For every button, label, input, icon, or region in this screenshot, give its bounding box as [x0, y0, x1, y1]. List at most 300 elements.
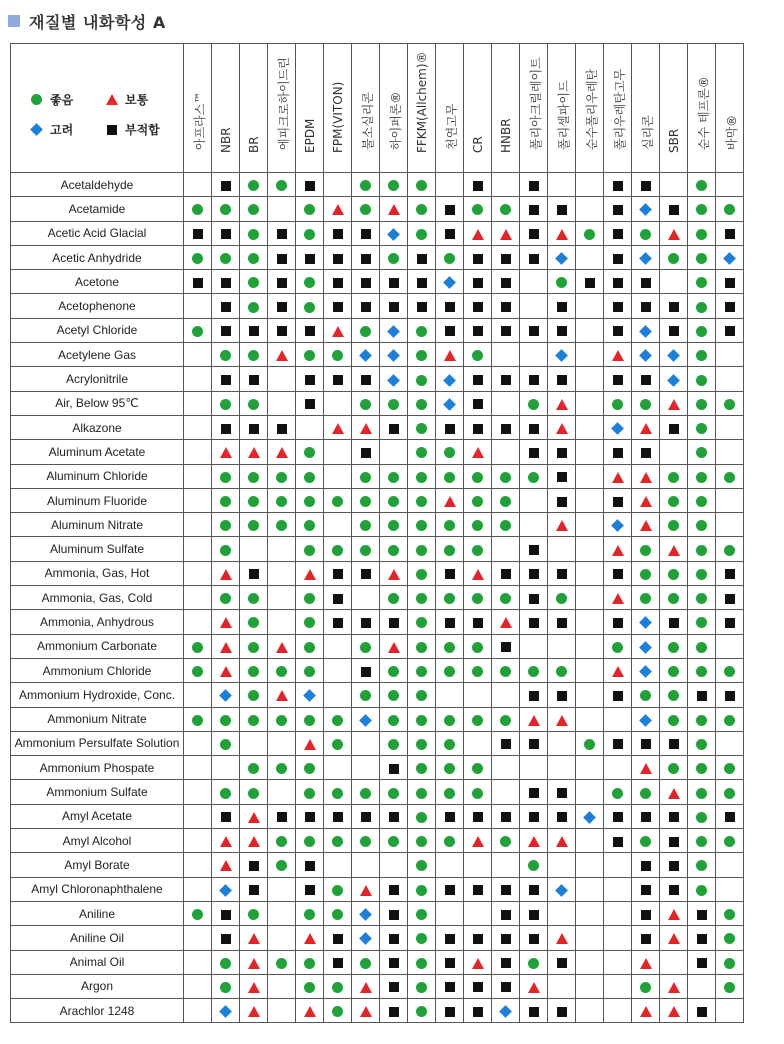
rating-cell	[548, 683, 576, 707]
table-row	[11, 561, 744, 585]
unsuitable-square-icon	[193, 278, 203, 288]
rating-cell	[268, 804, 296, 828]
table-row	[11, 270, 744, 294]
rating-cell	[492, 415, 520, 439]
rating-cell	[688, 974, 716, 998]
rating-cell	[324, 221, 352, 245]
rating-cell	[604, 586, 632, 610]
unsuitable-square-icon	[277, 326, 287, 336]
chemical-name: Acetyl Chloride	[11, 318, 184, 342]
good-circle-icon	[360, 642, 371, 653]
good-circle-icon	[500, 472, 511, 483]
good-circle-icon	[416, 617, 427, 628]
rating-cell	[436, 294, 464, 318]
unsuitable-square-icon	[725, 302, 735, 312]
rating-cell	[296, 901, 324, 925]
fair-triangle-icon	[612, 472, 624, 483]
fair-triangle-icon	[248, 447, 260, 458]
rating-cell	[604, 683, 632, 707]
column-header-label: 아프라스™	[192, 91, 207, 150]
rating-cell	[436, 683, 464, 707]
good-circle-icon	[416, 423, 427, 434]
rating-cell	[212, 343, 240, 367]
rating-cell	[660, 221, 688, 245]
rating-cell	[408, 367, 436, 391]
rating-cell	[324, 707, 352, 731]
rating-cell	[716, 950, 744, 974]
rating-cell	[492, 197, 520, 221]
rating-cell	[240, 415, 268, 439]
unsuitable-square-icon	[501, 982, 511, 992]
rating-cell	[324, 464, 352, 488]
column-header	[604, 44, 632, 173]
fair-triangle-icon	[528, 715, 540, 726]
rating-cell	[240, 829, 268, 853]
rating-cell	[520, 561, 548, 585]
unsuitable-square-icon	[529, 448, 539, 458]
rating-cell	[380, 926, 408, 950]
rating-cell	[604, 731, 632, 755]
rating-cell	[352, 853, 380, 877]
rating-cell	[604, 634, 632, 658]
good-circle-icon	[416, 472, 427, 483]
good-circle-icon	[220, 472, 231, 483]
rating-cell	[408, 464, 436, 488]
unsuitable-square-icon	[389, 1007, 399, 1017]
rating-cell	[184, 731, 212, 755]
rating-cell	[576, 561, 604, 585]
rating-cell	[660, 173, 688, 197]
good-circle-icon	[696, 302, 707, 313]
unsuitable-square-icon	[557, 497, 567, 507]
good-circle-icon	[640, 593, 651, 604]
good-circle-icon	[668, 569, 679, 580]
good-circle-icon	[304, 472, 315, 483]
rating-cell	[212, 829, 240, 853]
good-circle-icon	[612, 399, 623, 410]
good-circle-icon	[304, 958, 315, 969]
unsuitable-square-icon	[277, 424, 287, 434]
rating-cell	[324, 950, 352, 974]
unsuitable-square-icon	[445, 229, 455, 239]
unsuitable-square-icon	[277, 278, 287, 288]
column-header-label: 폴리우레탄고무	[612, 68, 627, 150]
rating-cell	[324, 634, 352, 658]
rating-cell	[324, 245, 352, 269]
rating-cell	[324, 926, 352, 950]
fair-triangle-icon	[248, 958, 260, 969]
good-circle-icon	[248, 690, 259, 701]
unsuitable-square-icon	[221, 181, 231, 191]
good-circle-icon	[304, 763, 315, 774]
fair-triangle-icon	[640, 423, 652, 434]
rating-cell	[240, 391, 268, 415]
rating-cell	[436, 221, 464, 245]
rating-cell	[380, 318, 408, 342]
rating-cell	[296, 294, 324, 318]
rating-cell	[604, 561, 632, 585]
good-circle-icon	[444, 593, 455, 604]
consider-diamond-icon	[667, 374, 680, 387]
fair-triangle-icon	[640, 496, 652, 507]
rating-cell	[240, 731, 268, 755]
rating-cell	[464, 999, 492, 1023]
unsuitable-square-icon	[613, 375, 623, 385]
chemical-name: Aluminum Acetate	[11, 440, 184, 464]
good-circle-icon	[360, 958, 371, 969]
rating-cell	[660, 926, 688, 950]
fair-triangle-icon	[444, 496, 456, 507]
unsuitable-square-icon	[557, 302, 567, 312]
rating-cell	[352, 513, 380, 537]
rating-cell	[184, 537, 212, 561]
rating-cell	[464, 173, 492, 197]
fair-triangle-icon	[248, 933, 260, 944]
rating-cell	[324, 488, 352, 512]
column-header	[492, 44, 520, 173]
good-circle-icon	[248, 715, 259, 726]
rating-cell	[380, 173, 408, 197]
good-circle-icon	[360, 180, 371, 191]
rating-cell	[632, 343, 660, 367]
good-circle-icon	[416, 350, 427, 361]
rating-cell	[184, 974, 212, 998]
rating-cell	[716, 926, 744, 950]
rating-cell	[632, 683, 660, 707]
good-circle-icon	[696, 375, 707, 386]
chemical-name: Aniline	[11, 901, 184, 925]
rating-cell	[548, 756, 576, 780]
rating-cell	[492, 561, 520, 585]
good-circle-icon	[696, 326, 707, 337]
unsuitable-square-icon	[669, 424, 679, 434]
rating-cell	[408, 586, 436, 610]
rating-cell	[212, 464, 240, 488]
rating-cell	[576, 926, 604, 950]
rating-cell	[352, 804, 380, 828]
rating-cell	[660, 731, 688, 755]
good-circle-icon	[192, 715, 203, 726]
consider-diamond-icon	[443, 398, 456, 411]
rating-cell	[632, 221, 660, 245]
good-circle-icon	[668, 520, 679, 531]
rating-cell	[604, 488, 632, 512]
good-circle-icon	[276, 836, 287, 847]
unsuitable-square-icon	[725, 278, 735, 288]
rating-cell	[576, 464, 604, 488]
rating-cell	[324, 415, 352, 439]
unsuitable-square-icon	[277, 302, 287, 312]
rating-cell	[660, 658, 688, 682]
rating-cell	[184, 513, 212, 537]
rating-cell	[408, 853, 436, 877]
rating-cell	[576, 197, 604, 221]
rating-cell	[716, 731, 744, 755]
good-circle-icon	[500, 496, 511, 507]
rating-cell	[464, 537, 492, 561]
rating-cell	[688, 731, 716, 755]
rating-cell	[212, 197, 240, 221]
good-circle-icon	[696, 836, 707, 847]
column-header	[716, 44, 744, 173]
rating-cell	[576, 804, 604, 828]
fair-triangle-icon	[668, 229, 680, 240]
unsuitable-square-icon	[557, 569, 567, 579]
unsuitable-square-icon	[557, 1007, 567, 1017]
rating-cell	[688, 513, 716, 537]
rating-cell	[268, 658, 296, 682]
rating-cell	[436, 926, 464, 950]
rating-cell	[408, 926, 436, 950]
unsuitable-square-icon	[473, 1007, 483, 1017]
good-circle-icon	[360, 496, 371, 507]
rating-cell	[716, 561, 744, 585]
rating-cell	[520, 488, 548, 512]
good-circle-icon	[304, 204, 315, 215]
rating-cell	[660, 804, 688, 828]
rating-cell	[548, 901, 576, 925]
good-circle-icon	[248, 399, 259, 410]
rating-cell	[632, 245, 660, 269]
unsuitable-square-icon	[529, 934, 539, 944]
chemical-name: Aniline Oil	[11, 926, 184, 950]
fair-triangle-icon	[332, 204, 344, 215]
rating-cell	[632, 294, 660, 318]
rating-cell	[408, 270, 436, 294]
rating-cell	[268, 318, 296, 342]
rating-cell	[576, 294, 604, 318]
rating-cell	[492, 804, 520, 828]
good-circle-icon	[220, 545, 231, 556]
unsuitable-square-icon	[389, 910, 399, 920]
fair-triangle-icon	[332, 326, 344, 337]
good-circle-icon	[248, 642, 259, 653]
consider-diamond-icon	[443, 374, 456, 387]
unsuitable-square-icon	[361, 278, 371, 288]
rating-cell	[184, 561, 212, 585]
good-circle-icon	[556, 593, 567, 604]
rating-cell	[660, 999, 688, 1023]
good-circle-icon	[304, 496, 315, 507]
good-circle-icon	[416, 326, 427, 337]
table-row	[11, 537, 744, 561]
good-circle-icon	[248, 204, 259, 215]
rating-cell	[632, 173, 660, 197]
unsuitable-square-icon	[389, 812, 399, 822]
unsuitable-square-icon	[473, 278, 483, 288]
rating-cell	[268, 294, 296, 318]
unsuitable-square-icon	[361, 375, 371, 385]
good-circle-icon	[724, 715, 735, 726]
rating-cell	[436, 780, 464, 804]
table-row	[11, 926, 744, 950]
rating-cell	[492, 391, 520, 415]
rating-cell	[436, 853, 464, 877]
good-circle-icon	[640, 982, 651, 993]
column-header	[688, 44, 716, 173]
rating-cell	[576, 513, 604, 537]
table-row	[11, 804, 744, 828]
rating-cell	[604, 853, 632, 877]
good-circle-icon	[220, 496, 231, 507]
unsuitable-square-icon	[529, 205, 539, 215]
rating-cell	[576, 829, 604, 853]
rating-cell	[240, 901, 268, 925]
rating-cell	[520, 901, 548, 925]
good-circle-icon	[444, 545, 455, 556]
good-circle-icon	[220, 350, 231, 361]
rating-cell	[520, 926, 548, 950]
unsuitable-square-icon	[249, 885, 259, 895]
unsuitable-square-icon	[725, 569, 735, 579]
rating-cell	[548, 634, 576, 658]
rating-cell	[408, 561, 436, 585]
chemical-name: Ammonia, Gas, Hot	[11, 561, 184, 585]
unsuitable-square-icon	[529, 885, 539, 895]
unsuitable-square-icon	[389, 302, 399, 312]
unsuitable-square-icon	[613, 229, 623, 239]
good-circle-icon	[248, 180, 259, 191]
rating-cell	[632, 780, 660, 804]
good-circle-icon	[444, 253, 455, 264]
rating-cell	[464, 974, 492, 998]
unsuitable-square-icon	[305, 181, 315, 191]
good-circle-icon	[416, 933, 427, 944]
legend-item-consider	[31, 121, 73, 138]
unsuitable-square-icon	[361, 667, 371, 677]
rating-cell	[548, 804, 576, 828]
unsuitable-square-icon	[221, 229, 231, 239]
rating-cell	[268, 197, 296, 221]
rating-cell	[548, 926, 576, 950]
good-circle-icon	[668, 763, 679, 774]
rating-cell	[184, 221, 212, 245]
unsuitable-square-icon	[305, 885, 315, 895]
column-header	[184, 44, 212, 173]
rating-cell	[212, 780, 240, 804]
unsuitable-square-icon	[445, 958, 455, 968]
consider-diamond-icon	[359, 932, 372, 945]
rating-cell	[464, 343, 492, 367]
rating-cell	[352, 974, 380, 998]
unsuitable-square-icon	[529, 739, 539, 749]
unsuitable-square-icon	[333, 812, 343, 822]
good-circle-icon	[416, 180, 427, 191]
rating-cell	[576, 415, 604, 439]
unsuitable-square-icon	[501, 739, 511, 749]
good-circle-icon	[668, 496, 679, 507]
legend-item-fair	[106, 91, 148, 108]
rating-cell	[520, 877, 548, 901]
good-circle-icon	[360, 326, 371, 337]
good-circle-icon	[696, 423, 707, 434]
rating-cell	[548, 488, 576, 512]
rating-cell	[324, 901, 352, 925]
rating-cell	[520, 610, 548, 634]
rating-cell	[436, 731, 464, 755]
column-header-label: FPM(VITON)	[330, 81, 345, 153]
good-circle-icon	[696, 642, 707, 653]
rating-cell	[436, 901, 464, 925]
chemical-name: Ammonium Phospate	[11, 756, 184, 780]
rating-cell	[604, 221, 632, 245]
rating-cell	[296, 318, 324, 342]
good-circle-icon	[332, 545, 343, 556]
unsuitable-square-icon	[501, 254, 511, 264]
rating-cell	[436, 270, 464, 294]
rating-cell	[688, 488, 716, 512]
unsuitable-square-icon	[333, 375, 343, 385]
good-circle-icon	[304, 545, 315, 556]
fair-triangle-icon	[332, 423, 344, 434]
rating-cell	[632, 561, 660, 585]
consider-diamond-icon	[443, 276, 456, 289]
rating-cell	[492, 513, 520, 537]
rating-cell	[380, 294, 408, 318]
consider-diamond-icon	[611, 519, 624, 532]
good-circle-icon	[416, 885, 427, 896]
rating-cell	[464, 294, 492, 318]
rating-cell	[268, 343, 296, 367]
rating-cell	[492, 464, 520, 488]
chemical-name: Ammonia, Anhydrous	[11, 610, 184, 634]
table-row	[11, 197, 744, 221]
rating-cell	[436, 610, 464, 634]
good-circle-icon	[388, 520, 399, 531]
rating-cell	[184, 197, 212, 221]
good-circle-icon	[332, 496, 343, 507]
good-circle-icon	[416, 375, 427, 386]
unsuitable-square-icon	[613, 569, 623, 579]
rating-cell	[408, 343, 436, 367]
rating-cell	[688, 561, 716, 585]
good-circle-icon	[416, 812, 427, 823]
unsuitable-square-icon	[641, 278, 651, 288]
rating-cell	[380, 683, 408, 707]
rating-cell	[604, 780, 632, 804]
rating-cell	[688, 367, 716, 391]
table-row	[11, 367, 744, 391]
column-header-label: BR	[246, 136, 261, 153]
good-circle-icon	[248, 350, 259, 361]
good-circle-icon	[416, 909, 427, 920]
rating-cell	[436, 804, 464, 828]
rating-cell	[212, 901, 240, 925]
rating-cell	[688, 658, 716, 682]
column-header	[576, 44, 604, 173]
unsuitable-square-icon	[221, 375, 231, 385]
rating-cell	[240, 634, 268, 658]
good-circle-icon	[696, 204, 707, 215]
fair-triangle-icon	[276, 690, 288, 701]
rating-cell	[716, 829, 744, 853]
good-circle-icon	[360, 836, 371, 847]
unsuitable-square-icon	[221, 812, 231, 822]
rating-cell	[352, 658, 380, 682]
rating-cell	[212, 318, 240, 342]
rating-cell	[408, 415, 436, 439]
good-circle-icon	[304, 982, 315, 993]
rating-cell	[268, 537, 296, 561]
rating-cell	[492, 731, 520, 755]
unsuitable-square-icon	[529, 594, 539, 604]
fair-triangle-icon	[556, 715, 568, 726]
rating-cell	[688, 926, 716, 950]
consider-diamond-icon	[639, 617, 652, 630]
unsuitable-square-icon	[557, 448, 567, 458]
good-circle-icon	[472, 520, 483, 531]
rating-cell	[324, 853, 352, 877]
